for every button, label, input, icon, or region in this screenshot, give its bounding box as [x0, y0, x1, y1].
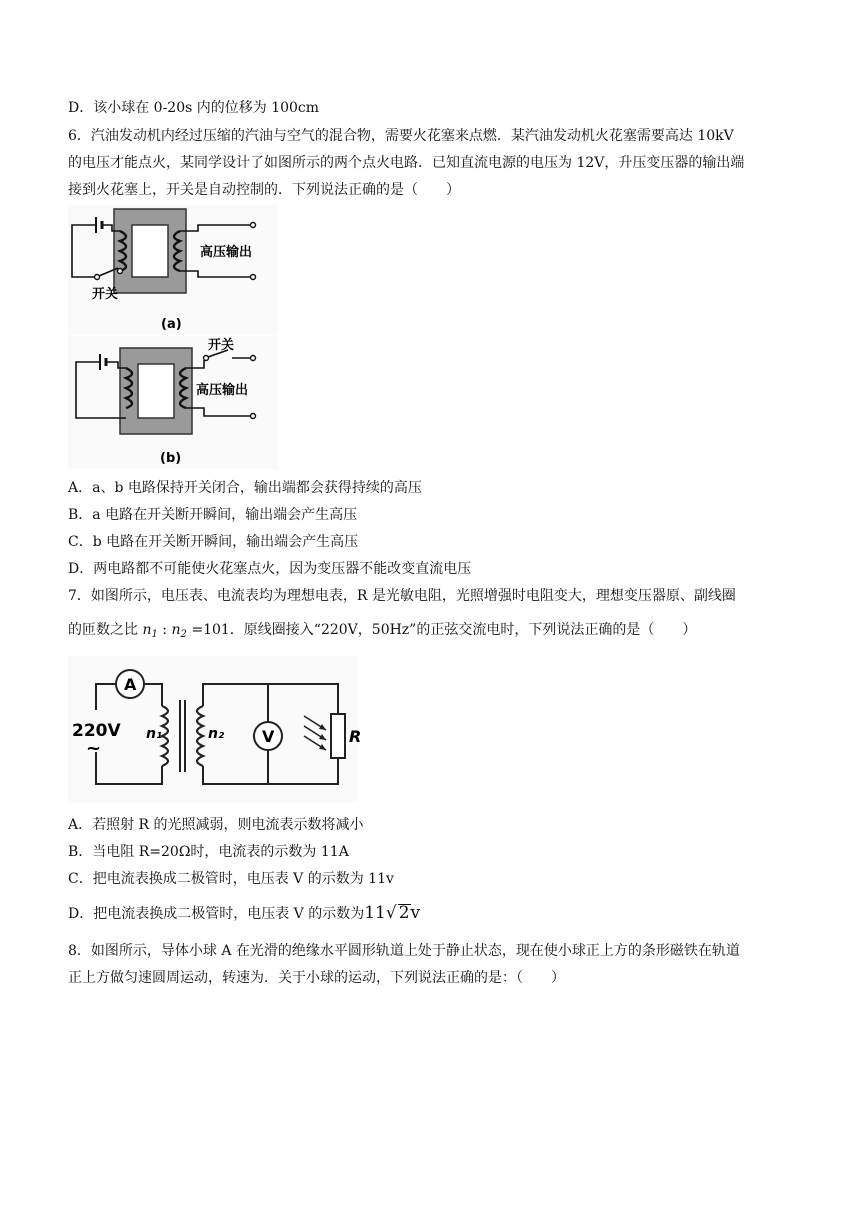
ratio-value: =101	[186, 622, 230, 638]
n1-label: n₁	[146, 726, 163, 742]
q6-stem-line-2: 的电压才能点火，某同学设计了如图所示的两个点火电路．已知直流电源的电压为 12V，升压变压器的输出端	[68, 155, 745, 171]
output-label-a: 高压输出	[200, 245, 253, 260]
ac-source-icon: ~	[86, 738, 102, 759]
q6-figure-a	[68, 205, 278, 335]
q7-stem-prefix: 的匝数之比	[68, 622, 143, 638]
q6-option-a: A．a、b 电路保持开关闭合，输出端都会获得持续的高压	[68, 480, 422, 496]
q7-option-d-root: 2	[398, 903, 410, 923]
q7-option-d-text: D．把电流表换成二极管时，电压表 V 的示数为	[68, 906, 365, 922]
n2-label: n₂	[208, 726, 225, 742]
caption-a: (a)	[161, 317, 182, 332]
q7-stem-suffix: ．原线圈接入“220V，50Hz”的正弦交流电时，下列说法正确的是（ ）	[229, 622, 697, 638]
q6-option-d: D．两电路都不可能使火花塞点火，因为变压器不能改变直流电压	[68, 561, 472, 577]
q7-option-b: B．当电阻 R=20Ω时，电流表的示数为 11A	[68, 844, 349, 860]
q7-stem-line-1: 7．如图所示，电压表、电流表均为理想电表，R 是光敏电阻，光照增强时电阻变大，理想变压器原、副线圈	[68, 588, 736, 604]
ratio-n1: $n_1$	[142, 622, 158, 640]
ammeter-label: A	[124, 675, 137, 694]
q8-stem-line-2: 正上方做匀速圆周运动，转速为．关于小球的运动，下列说法正确的是：（ ）	[68, 970, 565, 986]
q6-stem-line-3: 接到火花塞上，开关是自动控制的．下列说法正确的是（ ）	[68, 182, 460, 198]
photoresistor-icon	[331, 714, 345, 758]
q6-option-c: C．b 电路在开关断开瞬间，输出端会产生高压	[68, 534, 359, 550]
q7-option-d	[68, 903, 420, 924]
ratio-n2: $n_2$	[171, 622, 187, 640]
q6-stem-line-1: 6．汽油发动机内经过压缩的汽油与空气的混合物，需要火花塞来点燃．某汽油发动机火花塞需要高达 10kV	[68, 128, 734, 144]
q7-option-a: A．若照射 R 的光照减弱，则电流表示数将减小	[68, 817, 364, 833]
q5-option-d: D．该小球在 0-20s 内的位移为 100cm	[68, 100, 320, 116]
resistor-label: R	[349, 727, 362, 746]
ratio-colon: :	[157, 622, 172, 638]
switch-label-a: 开关	[92, 287, 119, 302]
q7-stem-line-2	[68, 620, 696, 645]
caption-b: (b)	[160, 451, 182, 466]
sqrt-icon: √	[385, 903, 397, 923]
switch-label-b: 开关	[208, 338, 235, 353]
source-voltage-label: 220V	[72, 721, 121, 741]
q8-stem-line-1: 8．如图所示，导体小球 A 在光滑的绝缘水平圆形轨道上处于静止状态，现在使小球正上方的条形磁铁在轨道	[68, 943, 740, 959]
q7-option-d-coef: 11	[364, 903, 386, 923]
voltmeter-label: V	[262, 727, 275, 746]
q7-circuit-figure	[68, 656, 362, 802]
output-label-b: 高压输出	[196, 383, 249, 398]
q6-figure-b	[68, 336, 278, 470]
q7-option-c: C．把电流表换成二极管时，电压表 V 的示数为 11v	[68, 871, 394, 887]
q7-option-d-unit: v	[410, 903, 421, 923]
q6-option-b: B．a 电路在开关断开瞬间，输出端会产生高压	[68, 507, 358, 523]
